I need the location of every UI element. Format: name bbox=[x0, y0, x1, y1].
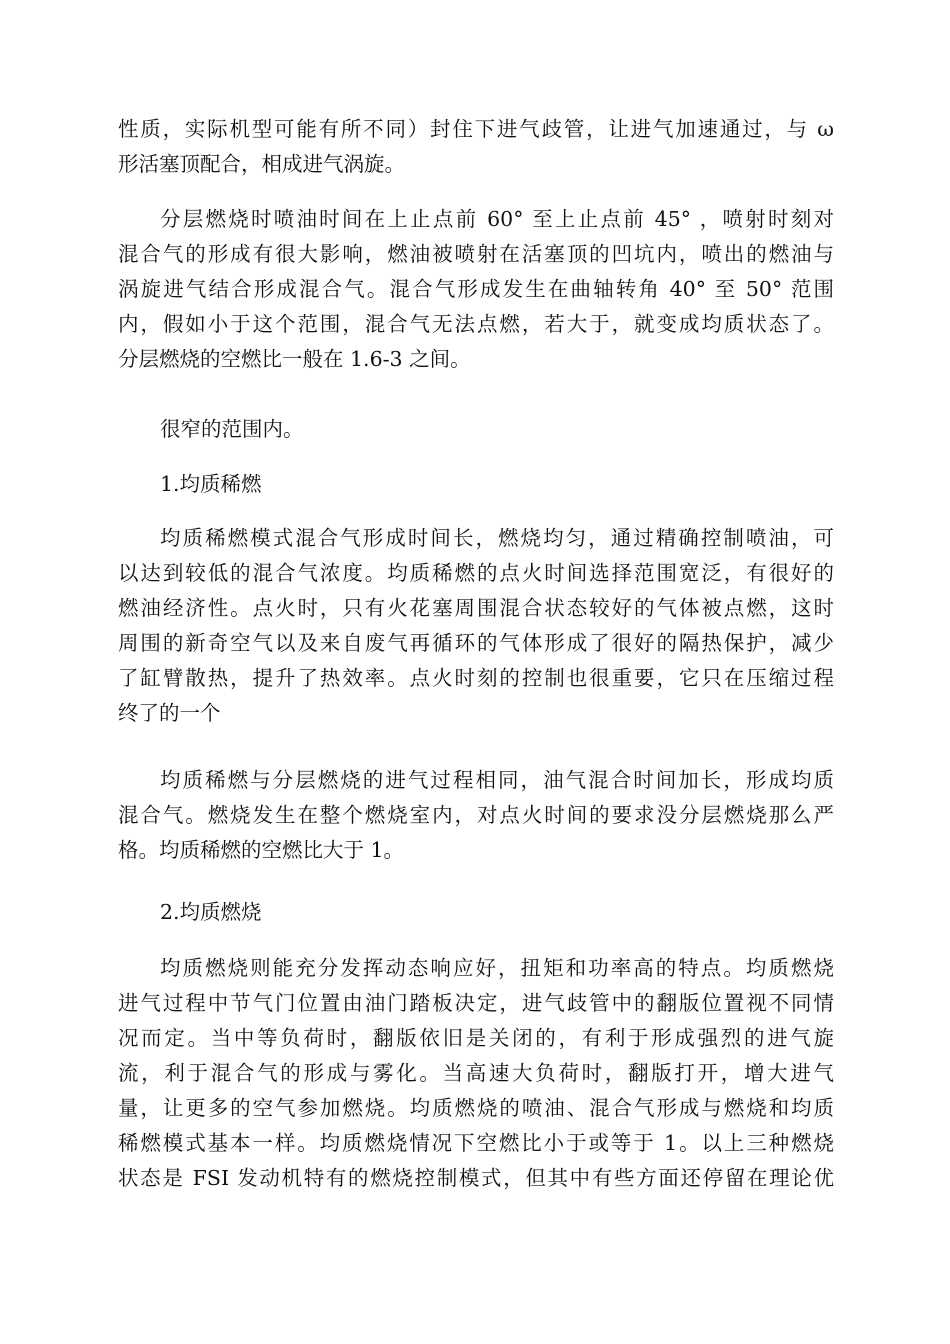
text-line: 均质燃烧则能充分发挥动态响应好，扭矩和功率高的特点。均质燃烧 bbox=[160, 956, 834, 980]
text-line: 形活塞顶配合，相成进气涡旋。 bbox=[118, 152, 405, 176]
text-line: 格。均质稀燃的空燃比大于 1。 bbox=[118, 838, 405, 862]
text-line: 涡旋进气结合形成混合气。混合气形成发生在曲轴转角 40° 至 50° 范围 bbox=[118, 277, 834, 301]
text-line: 量，让更多的空气参加燃烧。均质燃烧的喷油、混合气形成与燃烧和均质 bbox=[118, 1096, 834, 1120]
text-line: 混合气的形成有很大影响，燃油被喷射在活塞顶的凹坑内，喷出的燃油与 bbox=[118, 242, 834, 266]
text-line: 燃油经济性。点火时，只有火花塞周围混合状态较好的气体被点燃，这时 bbox=[118, 596, 834, 620]
paragraph-4 bbox=[118, 521, 834, 731]
text-line: 以达到较低的混合气浓度。均质稀燃的点火时间选择范围宽泛，有很好的 bbox=[118, 561, 834, 585]
text-line: 内，假如小于这个范围，混合气无法点燃，若大于，就变成均质状态了。 bbox=[118, 312, 834, 336]
heading-text: 1.均质稀燃 bbox=[160, 472, 262, 496]
section-heading-2 bbox=[118, 895, 834, 930]
text-line: 周围的新奇空气以及来自废气再循环的气体形成了很好的隔热保护，减少 bbox=[118, 631, 834, 655]
text-line: 终了的一个 bbox=[118, 701, 221, 725]
text-line: 分层燃烧的空燃比一般在 1.6-3 之间。 bbox=[118, 347, 471, 371]
paragraph-1 bbox=[118, 112, 834, 182]
paragraph-3 bbox=[118, 412, 834, 447]
text-line: 分层燃烧时喷油时间在上止点前 60° 至上止点前 45° ，喷射时刻对 bbox=[160, 207, 834, 231]
section-heading-1 bbox=[118, 467, 834, 502]
heading-text: 2.均质燃烧 bbox=[160, 900, 262, 924]
text-line: 混合气。燃烧发生在整个燃烧室内，对点火时间的要求没分层燃烧那么严 bbox=[118, 803, 834, 827]
paragraph-6 bbox=[118, 951, 834, 1196]
text-line: 流，利于混合气的形成与雾化。当高速大负荷时，翻版打开，增大进气 bbox=[118, 1061, 834, 1085]
text-line: 很窄的范围内。 bbox=[160, 417, 304, 441]
text-line: 进气过程中节气门位置由油门踏板决定，进气歧管中的翻版位置视不同情 bbox=[118, 991, 834, 1015]
text-line: 稀燃模式基本一样。均质燃烧情况下空燃比小于或等于 1。以上三种燃烧 bbox=[118, 1131, 834, 1155]
text-line: 均质稀燃模式混合气形成时间长，燃烧均匀，通过精确控制喷油，可 bbox=[160, 526, 834, 550]
text-line: 均质稀燃与分层燃烧的进气过程相同，油气混合时间加长，形成均质 bbox=[160, 768, 834, 792]
paragraph-5 bbox=[118, 763, 834, 868]
text-line: 了缸臂散热，提升了热效率。点火时刻的控制也很重要，它只在压缩过程 bbox=[118, 666, 834, 690]
text-line: 性质，实际机型可能有所不同）封住下进气歧管，让进气加速通过，与 ω bbox=[118, 117, 834, 141]
paragraph-2 bbox=[118, 202, 834, 377]
text-line: 况而定。当中等负荷时，翻版依旧是关闭的，有利于形成强烈的进气旋 bbox=[118, 1026, 834, 1050]
text-line: 状态是 FSI 发动机特有的燃烧控制模式，但其中有些方面还停留在理论优 bbox=[118, 1166, 834, 1190]
